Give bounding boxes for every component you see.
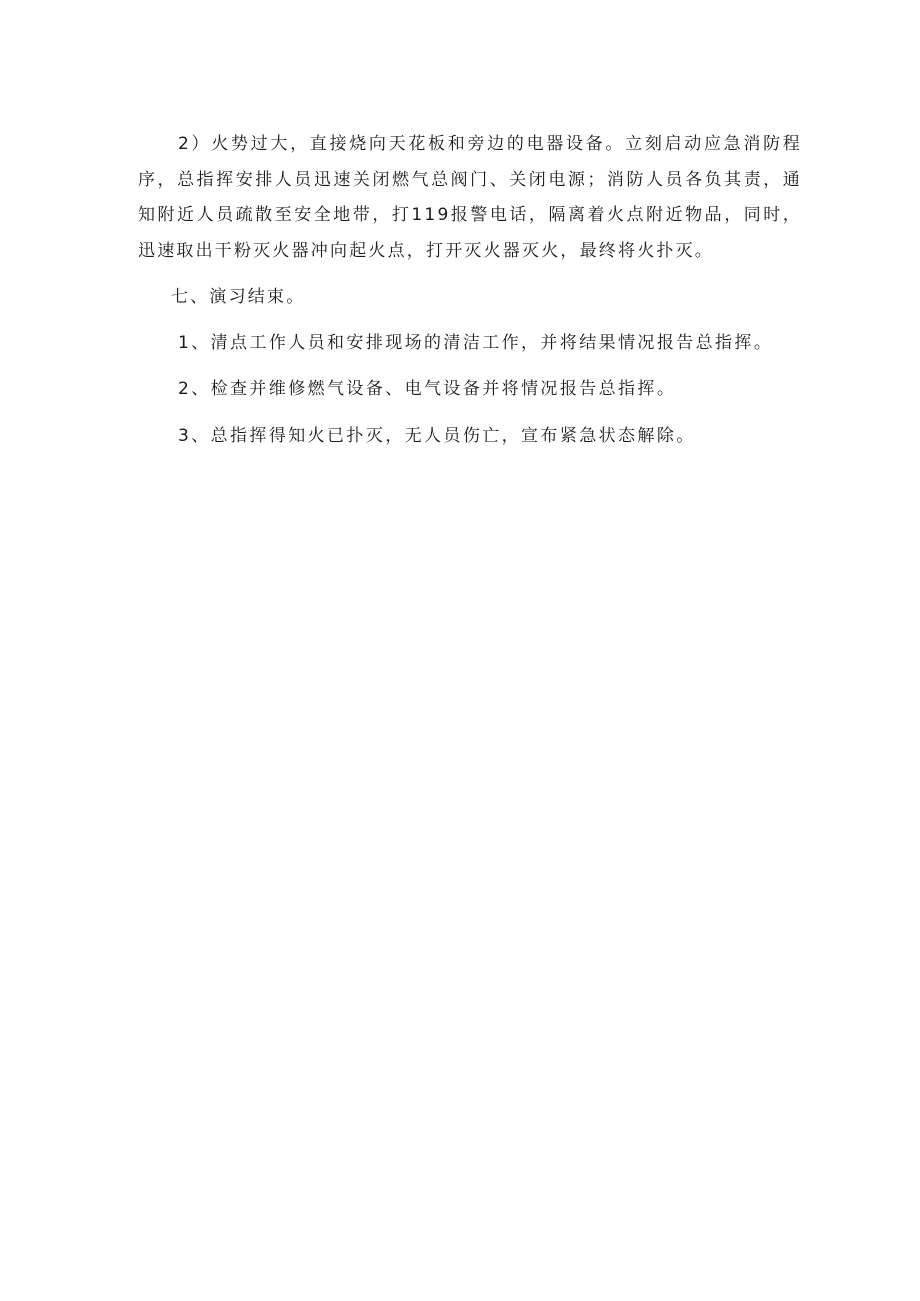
document-body [138, 127, 802, 454]
list-item-inspection: 2、检查并维修燃气设备、电气设备并将情况报告总指挥。 [178, 379, 677, 400]
list-item-cleanup: 1、清点工作人员和安排现场的清洁工作，并将结果情况报告总指挥。 [178, 333, 774, 354]
list-item-emergency-lifted: 3、总指挥得知火已扑灭，无人员伤亡，宣布紧急状态解除。 [178, 425, 696, 446]
paragraph-fire-large: 2）火势过大，直接烧向天花板和旁边的电器设备。立刻启动应急消防程序，总指挥安排人员迅速关闭燃气总阀门、关闭电源；消防人员各负其责，通知附近人员疏散至安全地带，打119报警电话，隔离着火点附近物品，同时，迅速取出干粉灭火器冲向起火点，打开灭火器灭火，最终将火扑灭。 [138, 134, 802, 261]
section-heading-drill-end: 七、演习结束。 [171, 286, 306, 307]
